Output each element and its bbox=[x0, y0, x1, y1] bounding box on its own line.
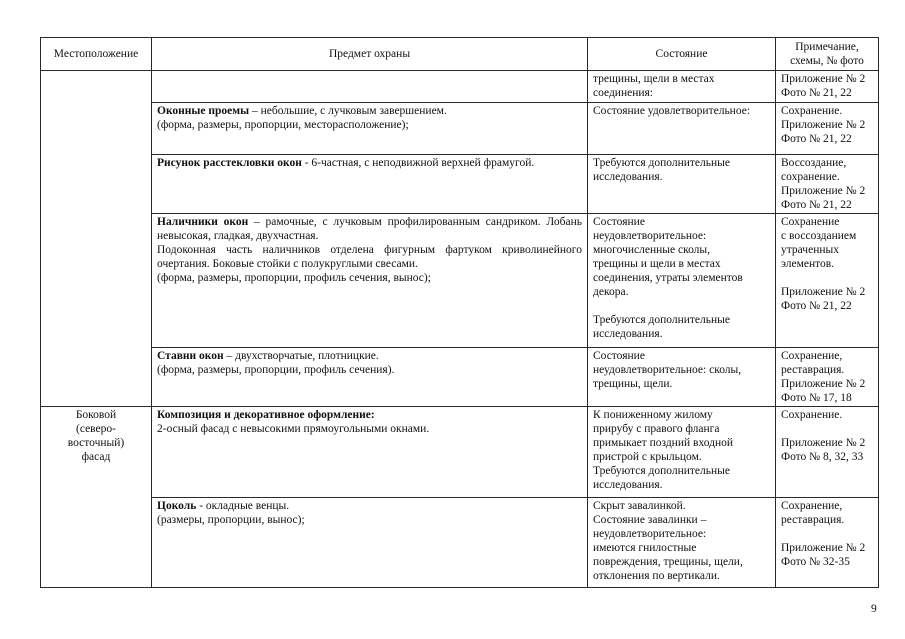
note-cell-line: Приложение № 2 bbox=[781, 73, 866, 85]
condition-cell-line: Требуются дополнительные bbox=[593, 465, 730, 477]
table-body bbox=[41, 71, 879, 588]
condition-cell bbox=[588, 407, 776, 498]
note-cell bbox=[776, 103, 879, 155]
subject-extra: (форма, размеры, пропорции, месторасположение); bbox=[157, 119, 409, 131]
subject-cell bbox=[152, 214, 588, 348]
condition-cell-line: Состояние bbox=[593, 350, 645, 362]
note-cell-line: с воссозданием bbox=[781, 230, 857, 242]
subject-line bbox=[157, 408, 582, 422]
condition-cell-line: имеются гнилостные bbox=[593, 542, 697, 554]
subject-lead: Рисунок расстекловки окон bbox=[157, 157, 302, 169]
subject-cell bbox=[152, 155, 588, 214]
note-cell-line bbox=[781, 527, 873, 541]
subject-lead: Композиция и декоративное оформление: bbox=[157, 409, 375, 421]
condition-cell-line: повреждения, трещины, щели, bbox=[593, 556, 743, 568]
subject-cell bbox=[152, 498, 588, 588]
condition-cell bbox=[588, 214, 776, 348]
subject-cell bbox=[152, 103, 588, 155]
condition-cell-line: Требуются дополнительные bbox=[593, 314, 730, 326]
condition-cell-line: многочисленные сколы, bbox=[593, 244, 711, 256]
subject-line bbox=[157, 215, 582, 243]
subject-extra: Подоконная часть наличников отделена фигурным фартуком криволинейного очертания. Боковые стойки с полукруглыми свесами. bbox=[157, 244, 582, 270]
location-side-facade bbox=[41, 407, 152, 588]
condition-cell bbox=[588, 155, 776, 214]
subject-line bbox=[157, 499, 582, 513]
subject-lead: Наличники окон bbox=[157, 216, 249, 228]
note-cell-line: Фото № 8, 32, 33 bbox=[781, 451, 864, 463]
note-cell-line: Приложение № 2 bbox=[781, 119, 866, 131]
table-row bbox=[41, 155, 879, 214]
note-cell-line bbox=[781, 271, 873, 285]
condition-cell bbox=[588, 71, 776, 103]
condition-cell-line: трещины и щели в местах bbox=[593, 258, 721, 270]
condition-cell-line: исследования. bbox=[593, 171, 663, 183]
location-line: фасад bbox=[81, 451, 111, 463]
note-cell-line: Фото № 21, 22 bbox=[781, 199, 852, 211]
condition-cell bbox=[588, 348, 776, 407]
subject-line bbox=[157, 156, 582, 170]
table-row bbox=[41, 214, 879, 348]
location-line: восточный) bbox=[67, 437, 125, 449]
condition-cell-line: соединения: bbox=[593, 87, 654, 99]
condition-cell-line: исследования. bbox=[593, 328, 663, 340]
note-cell-line: Приложение № 2 bbox=[781, 286, 866, 298]
page-number: 9 bbox=[871, 603, 877, 615]
condition-cell-line: трещины, щели в местах bbox=[593, 73, 715, 85]
subject-lead: Цоколь bbox=[157, 500, 197, 512]
subject-extra: (форма, размеры, пропорции, профиль сечения, вынос); bbox=[157, 272, 431, 284]
subject-cell bbox=[152, 407, 588, 498]
note-cell-line: Приложение № 2 bbox=[781, 437, 866, 449]
condition-cell-line: Состояние завалинки – bbox=[593, 514, 707, 526]
note-cell-line: сохранение. bbox=[781, 171, 840, 183]
condition-cell-line: пристрой с крыльцом. bbox=[593, 451, 702, 463]
header-condition: Состояние bbox=[588, 38, 776, 71]
condition-cell-line: соединения, утраты элементов bbox=[593, 272, 743, 284]
condition-cell-line bbox=[593, 299, 770, 313]
table-row bbox=[41, 407, 879, 498]
condition-cell-line: декора. bbox=[593, 286, 629, 298]
subject-rest: – двухстворчатые, плотницкие. bbox=[223, 350, 379, 362]
header-location: Местоположение bbox=[41, 38, 152, 71]
condition-cell-line: исследования. bbox=[593, 479, 663, 491]
note-cell-line: реставрация. bbox=[781, 514, 845, 526]
note-cell bbox=[776, 407, 879, 498]
table-row bbox=[41, 498, 879, 588]
note-cell-line: утраченных bbox=[781, 244, 839, 256]
condition-cell-line: отклонения по вертикали. bbox=[593, 570, 720, 582]
subject-line bbox=[157, 349, 582, 363]
note-cell-line: Фото № 32-35 bbox=[781, 556, 850, 568]
condition-cell bbox=[588, 103, 776, 155]
subject-extra: (размеры, пропорции, вынос); bbox=[157, 514, 305, 526]
condition-cell-line: примыкает поздний входной bbox=[593, 437, 734, 449]
condition-cell bbox=[588, 498, 776, 588]
note-cell-line: Фото № 21, 22 bbox=[781, 87, 852, 99]
table-row bbox=[41, 348, 879, 407]
note-cell-line: Приложение № 2 bbox=[781, 378, 866, 390]
note-cell-line: элементов. bbox=[781, 258, 835, 270]
location-line: Боковой bbox=[75, 409, 117, 421]
table-header-row bbox=[41, 38, 879, 71]
note-cell-line: Сохранение, bbox=[781, 350, 843, 362]
subject-cell bbox=[152, 71, 588, 103]
note-cell bbox=[776, 71, 879, 103]
table-row bbox=[41, 71, 879, 103]
note-cell-line: Сохранение, bbox=[781, 500, 843, 512]
note-cell-line: Приложение № 2 bbox=[781, 185, 866, 197]
header-subject: Предмет охраны bbox=[152, 38, 588, 71]
location-cell bbox=[41, 71, 152, 407]
condition-cell-line: Скрыт завалинкой. bbox=[593, 500, 686, 512]
subject-rest: – небольшие, с лучковым завершением. bbox=[249, 105, 447, 117]
note-cell bbox=[776, 498, 879, 588]
note-cell-line bbox=[781, 422, 873, 436]
subject-extra: (форма, размеры, пропорции, профиль сечения). bbox=[157, 364, 395, 376]
subject-line bbox=[157, 104, 582, 118]
subject-lead: Оконные проемы bbox=[157, 105, 250, 117]
note-cell-line: Воссоздание, bbox=[781, 157, 847, 169]
note-cell bbox=[776, 348, 879, 407]
location-line: (северо- bbox=[76, 423, 116, 435]
subject-extra: 2-осный фасад с невысокими прямоугольными окнами. bbox=[157, 423, 430, 435]
subject-rest: - 6-частная, с неподвижной верхней фрамугой. bbox=[301, 157, 535, 169]
note-cell-line: Фото № 17, 18 bbox=[781, 392, 852, 404]
condition-cell-line: неудовлетворительное: bbox=[593, 528, 707, 540]
subject-cell bbox=[152, 348, 588, 407]
note-cell-line: Фото № 21, 22 bbox=[781, 300, 852, 312]
condition-cell-line: Состояние bbox=[593, 216, 645, 228]
condition-cell-line: прирубу с правого фланга bbox=[593, 423, 720, 435]
subject-rest: – рамочные, с лучковым профилированным сандриком. Лобань невысокая, гладкая, двухчастная. bbox=[157, 216, 583, 242]
note-cell-line: Приложение № 2 bbox=[781, 542, 866, 554]
condition-cell-line: К пониженному жилому bbox=[593, 409, 713, 421]
note-cell-line: реставрация. bbox=[781, 364, 845, 376]
condition-cell-line: Состояние удовлетворительное: bbox=[593, 105, 751, 117]
note-cell-line: Фото № 21, 22 bbox=[781, 133, 852, 145]
table-row bbox=[41, 103, 879, 155]
condition-cell-line: неудовлетворительное: сколы, bbox=[593, 364, 742, 376]
condition-cell-line: неудовлетворительное: bbox=[593, 230, 707, 242]
header-note: Примечание, схемы, № фото bbox=[776, 38, 879, 71]
note-cell-line: Сохранение bbox=[781, 216, 840, 228]
condition-cell-line: трещины, щели. bbox=[593, 378, 673, 390]
note-cell bbox=[776, 214, 879, 348]
condition-cell-line: Требуются дополнительные bbox=[593, 157, 730, 169]
subject-rest: - окладные венцы. bbox=[196, 500, 290, 512]
note-cell-line: Сохранение. bbox=[781, 105, 843, 117]
subject-lead: Ставни окон bbox=[157, 350, 224, 362]
protection-table bbox=[40, 37, 879, 588]
note-cell bbox=[776, 155, 879, 214]
note-cell-line: Сохранение. bbox=[781, 409, 843, 421]
